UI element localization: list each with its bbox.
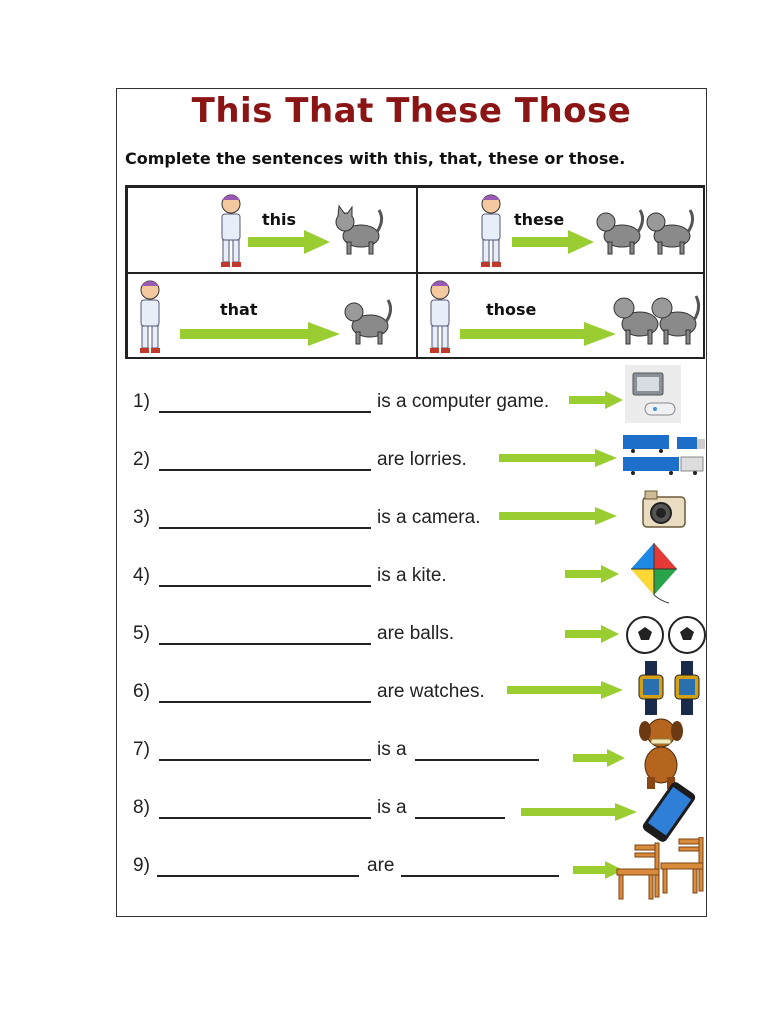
sentence-number: 6) <box>133 681 150 702</box>
kite-icon <box>629 541 679 607</box>
worksheet <box>116 88 707 917</box>
arrow-icon <box>569 391 623 409</box>
sentence-text: is a kite. <box>377 565 447 586</box>
example-word-that: that <box>220 300 258 319</box>
answer-blank[interactable] <box>159 411 371 413</box>
sentence-text: is a camera. <box>377 507 481 528</box>
arrow-icon <box>180 322 340 346</box>
boy-icon <box>132 276 168 356</box>
arrow-icon <box>573 749 625 767</box>
answer-blank[interactable] <box>159 643 371 645</box>
arrow-icon <box>512 230 594 254</box>
cats-icon <box>594 202 698 256</box>
arrow-icon <box>507 681 623 699</box>
camera-icon <box>637 489 693 535</box>
sentence-row-4 <box>117 561 706 601</box>
sentence-row-8 <box>117 793 706 833</box>
sentence-number: 5) <box>133 623 150 644</box>
cat-icon <box>333 202 385 256</box>
cat-icon <box>342 292 394 346</box>
cats-icon <box>612 288 702 346</box>
sentence-text: are balls. <box>377 623 455 644</box>
sentence-number: 8) <box>133 797 150 818</box>
arrow-icon <box>499 507 617 525</box>
example-word-those: those <box>486 300 537 319</box>
sentence-row-1 <box>117 387 706 427</box>
instruction-text: Complete the sentences with this, that, these or those. <box>125 149 626 168</box>
answer-blank[interactable] <box>159 469 371 471</box>
answer-blank[interactable] <box>159 759 371 761</box>
sentence-row-2 <box>117 445 706 485</box>
dog-icon <box>635 715 687 791</box>
noun-blank[interactable] <box>415 817 505 819</box>
arrow-icon <box>499 449 617 467</box>
sentence-text: is a <box>377 797 407 818</box>
boy-icon <box>213 190 249 270</box>
sentence-text: is a <box>377 739 407 760</box>
answer-blank[interactable] <box>159 527 371 529</box>
arrow-icon <box>460 322 616 346</box>
answer-blank[interactable] <box>159 817 371 819</box>
sentence-number: 9) <box>133 855 150 876</box>
watches-icon <box>635 661 705 715</box>
sentence-row-6 <box>117 677 706 717</box>
arrow-icon <box>565 625 619 643</box>
sentence-text: are <box>367 855 395 876</box>
sentence-row-9 <box>117 851 706 891</box>
sentence-text: is a computer game. <box>377 391 550 412</box>
noun-blank[interactable] <box>415 759 539 761</box>
sentence-row-7 <box>117 735 706 775</box>
noun-blank[interactable] <box>401 875 559 877</box>
arrow-icon <box>565 565 619 583</box>
lorries-icon <box>621 433 707 479</box>
example-that <box>127 273 417 359</box>
answer-blank[interactable] <box>159 701 371 703</box>
sentence-row-5 <box>117 619 706 659</box>
sentence-number: 2) <box>133 449 150 470</box>
example-word-these: these <box>514 210 565 229</box>
example-word-this: this <box>262 210 297 229</box>
balls-icon <box>625 615 707 655</box>
sentence-number: 4) <box>133 565 150 586</box>
arrow-icon <box>521 803 637 821</box>
worksheet-title: This That These Those <box>191 91 632 131</box>
example-this <box>127 187 417 273</box>
example-grid <box>125 185 705 359</box>
arrow-icon <box>248 230 330 254</box>
sentence-text: are watches. <box>377 681 485 702</box>
boy-icon <box>473 190 509 270</box>
example-those <box>417 273 705 359</box>
sentence-number: 1) <box>133 391 150 412</box>
chairs-icon <box>613 837 707 903</box>
example-these <box>417 187 705 273</box>
answer-blank[interactable] <box>157 875 359 877</box>
sentence-number: 3) <box>133 507 150 528</box>
sentence-row-3 <box>117 503 706 543</box>
game-console-icon <box>625 365 681 423</box>
phone-icon <box>637 781 701 843</box>
boy-icon <box>422 276 458 356</box>
answer-blank[interactable] <box>159 585 371 587</box>
sentence-text: are lorries. <box>377 449 467 470</box>
sentence-number: 7) <box>133 739 150 760</box>
